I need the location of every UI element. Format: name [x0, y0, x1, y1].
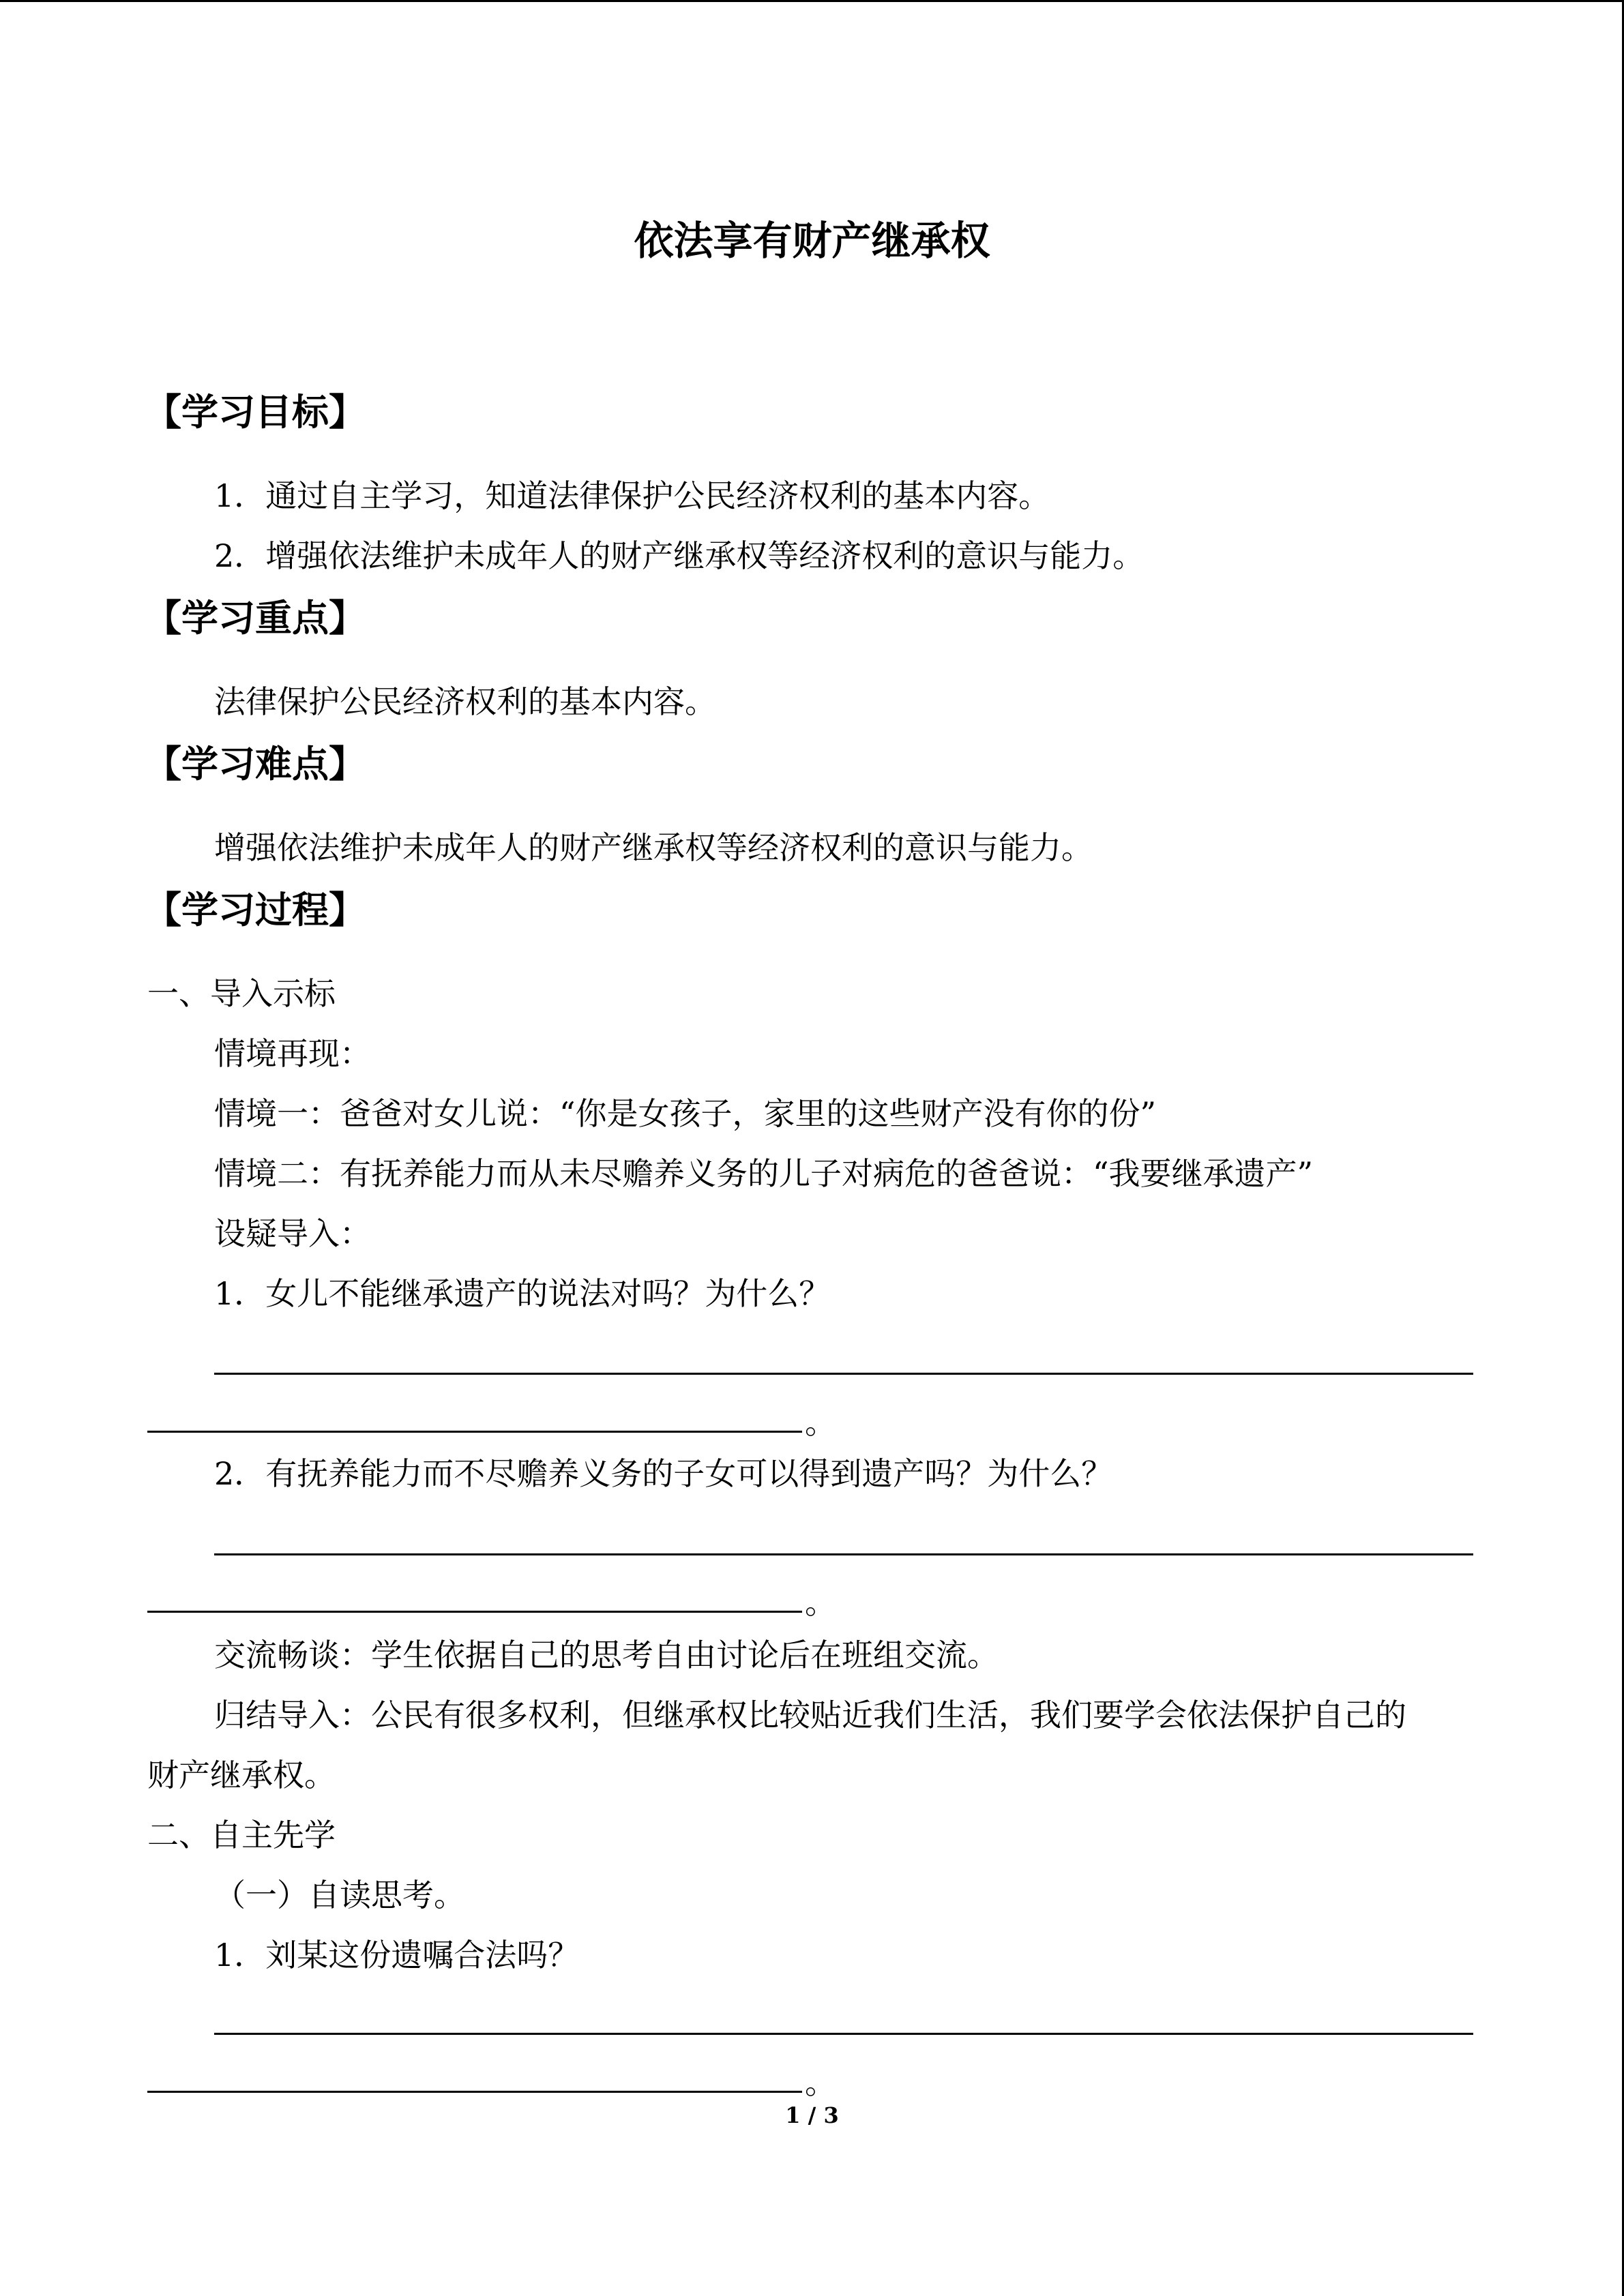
blank-period-1: 。 [805, 1404, 836, 1441]
part2-question-1: 1．刘某这份遗嘱合法吗？ [214, 1937, 580, 1973]
summary-line-2: 财产继承权。 [147, 1757, 336, 1793]
answer-blank-2a[interactable] [214, 1553, 1473, 1555]
answer-blank-3b[interactable] [147, 2091, 802, 2093]
blank-period-2: 。 [805, 1584, 836, 1621]
question-label: 设疑导入： [214, 1215, 371, 1252]
answer-blank-3a[interactable] [214, 2033, 1473, 2035]
answer-blank-2b[interactable] [147, 1611, 802, 1613]
scene-2: 情境二：有抚养能力而从未尽赡养义务的儿子对病危的爸爸说：“我要继承遗产” [214, 1155, 1314, 1192]
question-1: 1．女儿不能继承遗产的说法对吗？为什么？ [214, 1275, 831, 1312]
scene-1: 情境一：爸爸对女儿说：“你是女孩子，家里的这些财产没有你的份” [214, 1095, 1157, 1132]
difficulties-text: 增强依法维护未成年人的财产继承权等经济权利的意识与能力。 [214, 829, 1093, 866]
document-title: 依法享有财产继承权 [634, 218, 990, 264]
heading-process: 【学习过程】 [145, 889, 366, 931]
exchange-text: 交流畅谈：学生依据自己的思考自由讨论后在班组交流。 [214, 1637, 999, 1673]
part1-title: 一、导入示标 [147, 975, 336, 1012]
scene-label: 情境再现： [214, 1035, 371, 1072]
answer-blank-1b[interactable] [147, 1431, 802, 1433]
answer-blank-1a[interactable] [214, 1373, 1473, 1375]
part2-title: 二、自主先学 [147, 1817, 336, 1853]
page-number: 1 / 3 [785, 2102, 839, 2128]
objective-item-2: 2．增强依法维护未成年人的财产继承权等经济权利的意识与能力。 [214, 537, 1145, 574]
objective-item-1: 1．通过自主学习，知道法律保护公民经济权利的基本内容。 [214, 477, 1050, 514]
part2-sub1: （一）自读思考。 [214, 1877, 465, 1913]
heading-difficulties: 【学习难点】 [145, 743, 366, 786]
heading-keypoints: 【学习重点】 [145, 597, 366, 640]
summary-line-1: 归结导入：公民有很多权利，但继承权比较贴近我们生活，我们要学会依法保护自己的 [214, 1697, 1406, 1733]
question-2: 2．有抚养能力而不尽赡养义务的子女可以得到遗产吗？为什么？ [214, 1455, 1113, 1492]
heading-objectives: 【学习目标】 [145, 391, 366, 434]
keypoints-text: 法律保护公民经济权利的基本内容。 [214, 683, 716, 720]
blank-period-3: 。 [805, 2064, 836, 2101]
